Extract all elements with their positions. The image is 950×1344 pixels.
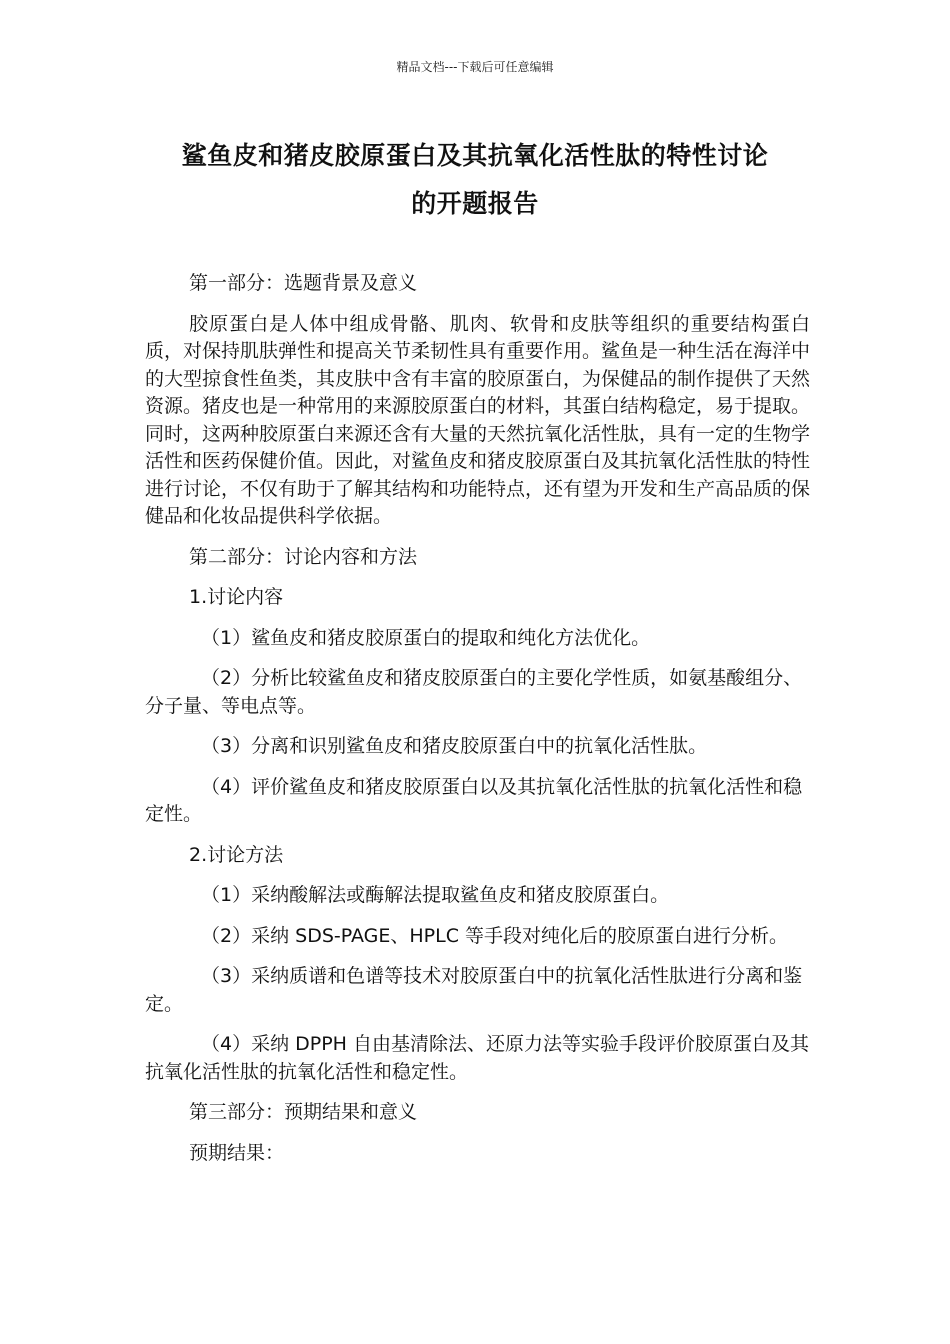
document-body (145, 270, 810, 1180)
expected-results-heading: 预期结果： (189, 1141, 285, 1164)
document-title (120, 132, 830, 228)
method-item-4: （4）采纳 DPPH 自由基清除法、还原力法等实验手段评价胶原蛋白及其抗氧化活性肽的抗氧化活性和稳定性。 (145, 1033, 810, 1083)
method-item-2: （2）采纳 SDS-PAGE、HPLC 等手段对纯化后的胶原蛋白进行分析。 (201, 924, 789, 947)
section3-heading: 第三部分：预期结果和意义 (189, 1101, 418, 1123)
header-note: 精品文档---下载后可任意编辑 (396, 60, 554, 74)
title-line-2: 的开题报告 (411, 189, 539, 218)
method-item-3: （3）采纳质谱和色谱等技术对胶原蛋白中的抗氧化活性肽进行分离和鉴定。 (145, 965, 803, 1015)
title-line-1: 鲨鱼皮和猪皮胶原蛋白及其抗氧化活性肽的特性讨论 (181, 141, 769, 170)
content-item-1: （1）鲨鱼皮和猪皮胶原蛋白的提取和纯化方法优化。 (201, 626, 651, 649)
section2-heading: 第二部分：讨论内容和方法 (189, 545, 418, 568)
methods-heading: 2.讨论方法 (189, 843, 284, 866)
section1-heading: 第一部分：选题背景及意义 (189, 272, 418, 294)
section1-paragraph: 胶原蛋白是人体中组成骨骼、肌肉、软骨和皮肤等组织的重要结构蛋白质，对保持肌肤弹性和提高关节柔韧性具有重要作用。鲨鱼是一种生活在海洋中的大型掠食性鱼类，其皮肤中含有丰富的胶原蛋白，为保健品的制作提供了天然资源。猪皮也是一种常用的来源胶原蛋白的材料，其蛋白结构稳定，易于提取。同时，这两种胶原蛋白来源还含有大量的天然抗氧化活性肽，具有一定的生物学活性和医药保健价值。因此，对鲨鱼皮和猪皮胶原蛋白及其抗氧化活性肽的特性进行讨论，不仅有助于了解其结构和功能特点，还有望为开发和生产高品质的保健品和化妆品提供科学依据。 (145, 312, 811, 527)
content-item-4: （4）评价鲨鱼皮和猪皮胶原蛋白以及其抗氧化活性肽的抗氧化活性和稳定性。 (145, 775, 803, 825)
content-item-3: （3）分离和识别鲨鱼皮和猪皮胶原蛋白中的抗氧化活性肽。 (201, 735, 708, 757)
content-heading: 1.讨论内容 (189, 586, 284, 608)
content-item-2: （2）分析比较鲨鱼皮和猪皮胶原蛋白的主要化学性质，如氨基酸组分、分子量、等电点等。 (145, 667, 803, 717)
method-item-1: （1）采纳酸解法或酶解法提取鲨鱼皮和猪皮胶原蛋白。 (201, 884, 670, 906)
